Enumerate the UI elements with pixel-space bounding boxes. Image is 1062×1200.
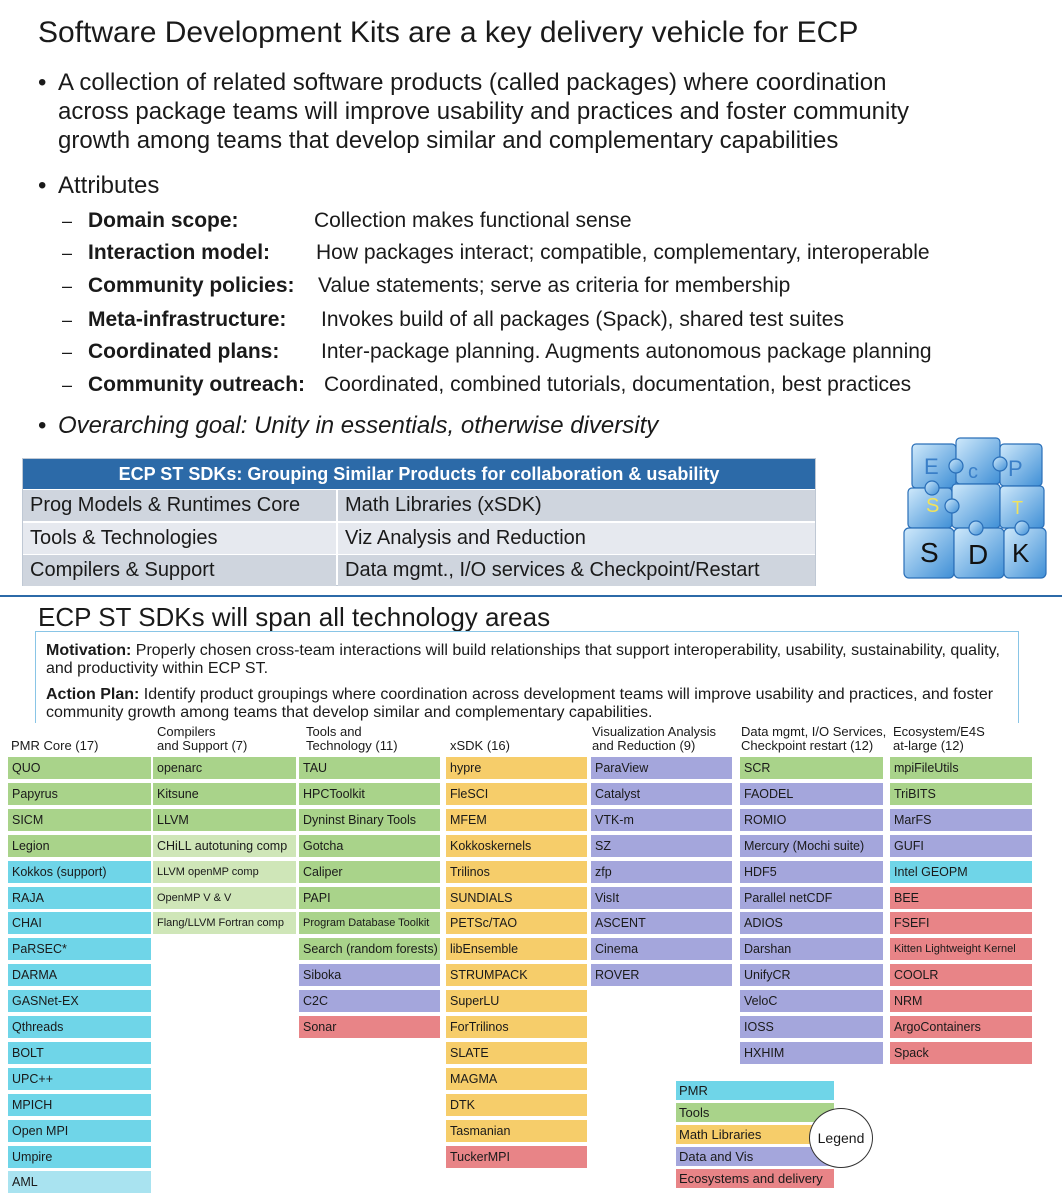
dash-marker: – — [62, 243, 73, 263]
product-cell: FleSCI — [446, 783, 587, 805]
logo-letter: K — [1012, 538, 1030, 568]
slide-title: Software Development Kits are a key delivery vehicle for ECP — [38, 16, 859, 49]
dash-marker: – — [62, 342, 73, 362]
product-cell: FAODEL — [740, 783, 883, 805]
product-cell: SuperLU — [446, 990, 587, 1012]
product-cell: SICM — [8, 809, 151, 831]
table-header: ECP ST SDKs: Grouping Similar Products for collaboration & usability — [23, 459, 815, 489]
table-row — [23, 490, 815, 522]
column-heading: Compilers and Support (7) — [157, 724, 248, 753]
product-cell: Trilinos — [446, 861, 587, 883]
dash-marker: – — [62, 375, 73, 395]
product-cell: Program Database Toolkit — [299, 912, 440, 934]
logo-letter: S — [920, 537, 939, 568]
product-cell: Dyninst Binary Tools — [299, 809, 440, 831]
bullet-line: A collection of related software products (called packages) where coordination — [58, 69, 887, 96]
legend-title: Legend — [809, 1108, 873, 1168]
product-cell: SUNDIALS — [446, 887, 587, 909]
sdk-grouping-table — [22, 458, 816, 586]
table-cell: Viz Analysis and Reduction — [338, 523, 815, 554]
column-heading: Ecosystem/E4S at-large (12) — [893, 724, 985, 753]
table-cell: Compilers & Support — [23, 555, 336, 586]
product-cell: Search (random forests) — [299, 938, 440, 960]
product-cell: Flang/LLVM Fortran comp — [153, 912, 296, 934]
attribute-key: Domain scope: — [88, 209, 239, 232]
logo-letter: P — [1008, 456, 1023, 481]
product-cell: QUO — [8, 757, 151, 779]
motivation-text: Properly chosen cross-team interactions will build relationships that support interoperability, usability, sustainability, quality, and productivity within ECP ST. — [46, 642, 1000, 677]
slide-divider — [0, 595, 1062, 597]
bullet-line: across package teams will improve usability and practices and foster community — [58, 98, 910, 125]
product-cell: LLVM — [153, 809, 296, 831]
product-cell: OpenMP V & V — [153, 887, 296, 909]
logo-letter: D — [968, 539, 989, 570]
product-cell: HDF5 — [740, 861, 883, 883]
product-cell: Caliper — [299, 861, 440, 883]
legend-item-data-vis: Data and Vis — [676, 1147, 834, 1166]
product-cell: Umpire — [8, 1146, 151, 1168]
attribute-key: Meta-infrastructure: — [88, 308, 287, 331]
product-cell: Cinema — [591, 938, 732, 960]
bullet-line: growth among teams that develop similar and complementary capabilities — [58, 127, 839, 154]
product-cell: Spack — [890, 1042, 1032, 1064]
product-cell: BEE — [890, 887, 1032, 909]
product-cell: libEnsemble — [446, 938, 587, 960]
logo-letter: S — [926, 495, 940, 517]
product-cell: RAJA — [8, 887, 151, 909]
product-cell: MAGMA — [446, 1068, 587, 1090]
column-heading: xSDK (16) — [450, 738, 510, 753]
table-cell: Prog Models & Runtimes Core — [23, 490, 336, 521]
product-cell: AML — [8, 1171, 151, 1193]
dash-marker: – — [62, 276, 73, 296]
bullet-attributes-text: Attributes — [58, 172, 160, 199]
column-heading: PMR Core (17) — [11, 738, 99, 753]
table-row — [23, 555, 815, 587]
product-cell: BOLT — [8, 1042, 151, 1064]
product-cell: LLVM openMP comp — [153, 861, 296, 883]
attribute-key: Community outreach: — [88, 373, 306, 396]
product-cell: VTK-m — [591, 809, 732, 831]
product-cell: SZ — [591, 835, 732, 857]
bullet-marker: • — [38, 69, 47, 96]
table-cell: Tools & Technologies — [23, 523, 336, 554]
attribute-key: Community policies: — [88, 274, 295, 297]
product-cell: Tasmanian — [446, 1120, 587, 1142]
product-cell: DARMA — [8, 964, 151, 986]
product-cell: ASCENT — [591, 912, 732, 934]
legend-item-pmr: PMR — [676, 1081, 834, 1100]
column-heading: Tools and Technology (11) — [306, 724, 398, 753]
dash-marker: – — [62, 310, 73, 330]
product-cell: DTK — [446, 1094, 587, 1116]
product-cell: GUFI — [890, 835, 1032, 857]
product-cell: VisIt — [591, 887, 732, 909]
product-cell: openarc — [153, 757, 296, 779]
column-heading: Data mgmt, I/O Services, Checkpoint restart (12) — [741, 724, 887, 753]
product-cell: Intel GEOPM — [890, 861, 1032, 883]
product-cell: HXHIM — [740, 1042, 883, 1064]
table-cell: Math Libraries (xSDK) — [338, 490, 815, 521]
attribute-value: Invokes build of all packages (Spack), shared test suites — [321, 308, 844, 331]
motivation-paragraph — [46, 642, 1006, 678]
action-plan-paragraph — [46, 686, 1006, 722]
product-cell: UnifyCR — [740, 964, 883, 986]
product-cell: Kokkos (support) — [8, 861, 151, 883]
product-cell: HPCToolkit — [299, 783, 440, 805]
product-cell: ROMIO — [740, 809, 883, 831]
product-cell: MarFS — [890, 809, 1032, 831]
table-row — [23, 523, 815, 555]
product-cell: PAPI — [299, 887, 440, 909]
ecp-st-puzzle-logo — [896, 430, 1052, 588]
product-cell: SCR — [740, 757, 883, 779]
product-cell: SLATE — [446, 1042, 587, 1064]
legend-item-tools: Tools — [676, 1103, 834, 1122]
product-cell: Gotcha — [299, 835, 440, 857]
slide-title-2: ECP ST SDKs will span all technology areas — [38, 602, 551, 632]
product-cell: TuckerMPI — [446, 1146, 587, 1168]
product-cell: Kitten Lightweight Kernel — [890, 938, 1032, 960]
product-cell: Kokkoskernels — [446, 835, 587, 857]
product-cell: MFEM — [446, 809, 587, 831]
product-cell: CHiLL autotuning comp — [153, 835, 296, 857]
product-cell: ROVER — [591, 964, 732, 986]
product-cell: Qthreads — [8, 1016, 151, 1038]
attribute-value: Value statements; serve as criteria for membership — [318, 274, 791, 297]
product-cell: ForTrilinos — [446, 1016, 587, 1038]
product-cell: Kitsune — [153, 783, 296, 805]
column-heading: Visualization Analysis and Reduction (9) — [592, 724, 717, 753]
table-cell: Data mgmt., I/O services & Checkpoint/Restart — [338, 555, 815, 586]
product-cell: CHAI — [8, 912, 151, 934]
product-cell: MPICH — [8, 1094, 151, 1116]
attribute-value: Collection makes functional sense — [314, 209, 632, 232]
logo-letter: T — [1012, 498, 1023, 518]
motivation-label: Motivation: — [46, 642, 132, 659]
product-cell: Parallel netCDF — [740, 887, 883, 909]
attribute-value: Coordinated, combined tutorials, documentation, best practices — [324, 373, 912, 396]
product-cell: FSEFI — [890, 912, 1032, 934]
product-cell: VeloC — [740, 990, 883, 1012]
logo-letter: c — [968, 461, 978, 483]
product-cell: hypre — [446, 757, 587, 779]
attribute-value: Inter-package planning. Augments autonomous package planning — [321, 340, 932, 363]
product-cell: ArgoContainers — [890, 1016, 1032, 1038]
product-cell: NRM — [890, 990, 1032, 1012]
attribute-value: How packages interact; compatible, complementary, interoperable — [316, 241, 930, 264]
bullet-goal-text: Overarching goal: Unity in essentials, otherwise diversity — [58, 412, 659, 439]
product-cell: PETSc/TAO — [446, 912, 587, 934]
product-cell: PaRSEC* — [8, 938, 151, 960]
product-cell: COOLR — [890, 964, 1032, 986]
product-cell: Catalyst — [591, 783, 732, 805]
product-cell: mpiFileUtils — [890, 757, 1032, 779]
dash-marker: – — [62, 211, 73, 231]
product-cell: Open MPI — [8, 1120, 151, 1142]
product-cell: IOSS — [740, 1016, 883, 1038]
attribute-key: Coordinated plans: — [88, 340, 280, 363]
product-cell: Sonar — [299, 1016, 440, 1038]
product-cell: Papyrus — [8, 783, 151, 805]
product-cell: Siboka — [299, 964, 440, 986]
product-cell: ParaView — [591, 757, 732, 779]
attribute-key: Interaction model: — [88, 241, 271, 264]
product-cell: GASNet-EX — [8, 990, 151, 1012]
product-cell: ADIOS — [740, 912, 883, 934]
product-cell: Darshan — [740, 938, 883, 960]
product-cell: Legion — [8, 835, 151, 857]
logo-letter: E — [924, 454, 939, 479]
product-cell: zfp — [591, 861, 732, 883]
product-cell: C2C — [299, 990, 440, 1012]
action-plan-label: Action Plan: — [46, 686, 140, 703]
bullet-marker: • — [38, 172, 47, 199]
action-plan-text: Identify product groupings where coordination across development teams will improve usability and practices, and foster community growth among teams that develop similar and complementary capabilities. — [46, 686, 994, 721]
product-cell: TAU — [299, 757, 440, 779]
legend-item-math-libraries: Math Libraries — [676, 1125, 834, 1144]
product-cell: Mercury (Mochi suite) — [740, 835, 883, 857]
product-cell: UPC++ — [8, 1068, 151, 1090]
product-cell: TriBITS — [890, 783, 1032, 805]
product-cell: STRUMPACK — [446, 964, 587, 986]
bullet-marker: • — [38, 412, 47, 439]
legend-item-ecosystems: Ecosystems and delivery — [676, 1169, 834, 1188]
